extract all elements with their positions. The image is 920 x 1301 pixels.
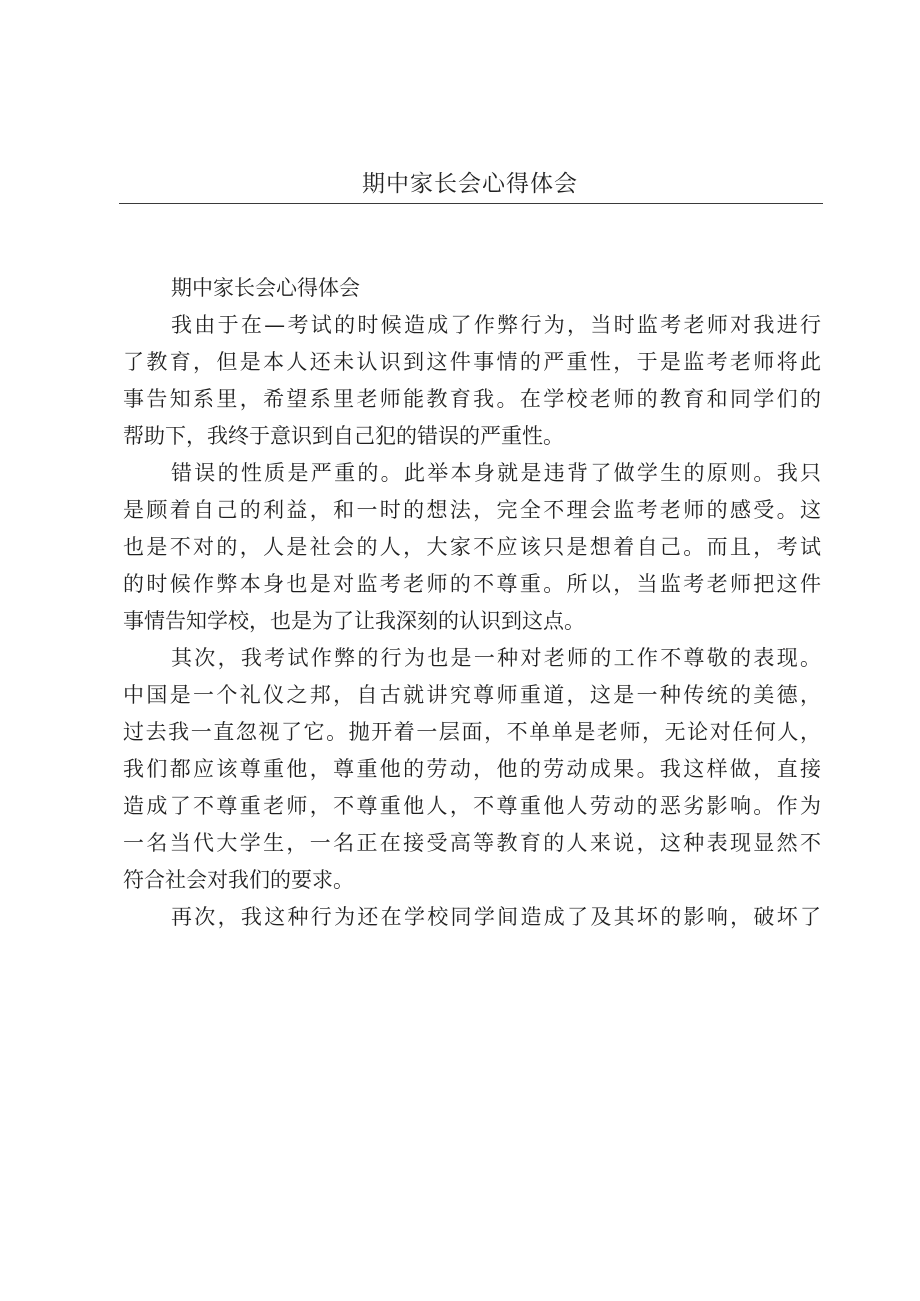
text-line: 事告知系里，希望系里老师能教育我。在学校老师的教育和同学们的 [123, 387, 821, 411]
paragraph [123, 640, 821, 899]
text-line: 造成了不尊重老师，不尊重他人，不尊重他人劳动的恶劣影响。作为 [123, 794, 821, 818]
text-line: 也是不对的，人是社会的人，大家不应该只是想着自己。而且，考试 [123, 535, 821, 559]
paragraph [123, 455, 821, 640]
document-body [123, 270, 821, 936]
document-header-title: 期中家长会心得体会 [362, 171, 578, 197]
paragraph [123, 899, 821, 936]
text-line: 再次，我这种行为还在学校同学间造成了及其坏的影响，破坏了 [171, 905, 821, 929]
text-line: 一名当代大学生，一名正在接受高等教育的人来说，这种表现显然不 [123, 831, 821, 855]
text-line: 符合社会对我们的要求。 [123, 868, 354, 892]
text-line: 我们都应该尊重他，尊重他的劳动，他的劳动成果。我这样做，直接 [123, 757, 821, 781]
paragraph [123, 270, 821, 307]
text-line: 了教育，但是本人还未认识到这件事情的严重性，于是监考老师将此 [123, 350, 821, 374]
text-line: 中国是一个礼仪之邦，自古就讲究尊师重道，这是一种传统的美德， [123, 683, 821, 707]
paragraph [123, 307, 821, 455]
text-line: 过去我一直忽视了它。抛开着一层面，不单单是老师，无论对任何人， [123, 720, 821, 744]
text-line: 错误的性质是严重的。此举本身就是违背了做学生的原则。我只 [171, 461, 821, 485]
text-line: 我由于在—考试的时候造成了作弊行为，当时监考老师对我进行 [171, 313, 821, 337]
text-line: 其次，我考试作弊的行为也是一种对老师的工作不尊敬的表现。 [171, 646, 821, 670]
text-line: 是顾着自己的利益，和一时的想法，完全不理会监考老师的感受。这 [123, 498, 821, 522]
text-line: 期中家长会心得体会 [171, 276, 360, 300]
text-line: 帮助下，我终于意识到自己犯的错误的严重性。 [123, 424, 564, 448]
text-line: 事情告知学校，也是为了让我深刻的认识到这点。 [123, 609, 585, 633]
header-divider [119, 203, 823, 204]
text-line: 的时候作弊本身也是对监考老师的不尊重。所以，当监考老师把这件 [123, 572, 821, 596]
